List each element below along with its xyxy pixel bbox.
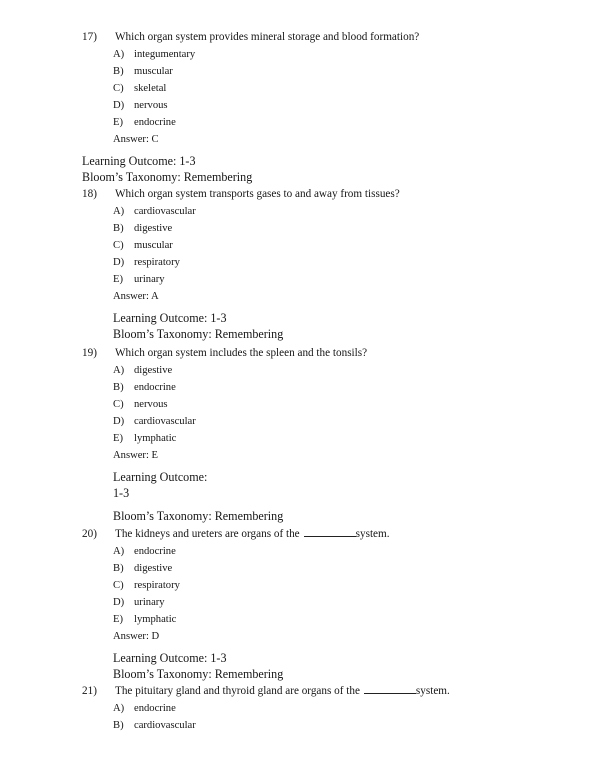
blooms-taxonomy-line: Bloom’s Taxonomy: Remembering [113, 667, 284, 681]
option-letter: A) [113, 546, 125, 557]
option-letter: E) [113, 433, 123, 444]
page-content [0, 28, 615, 734]
blooms-taxonomy-line: Bloom’s Taxonomy: Remembering [113, 327, 284, 341]
learning-outcome-line: Learning Outcome: 1-3 [113, 651, 227, 665]
blooms-taxonomy-line: Bloom’s Taxonomy: Remembering [82, 170, 253, 184]
option-row[interactable] [0, 560, 615, 577]
option-row[interactable] [0, 700, 615, 717]
answer-line: Answer: C [113, 134, 159, 145]
answer-line: Answer: E [113, 450, 159, 461]
option-text: lymphatic [134, 433, 177, 444]
question-block [0, 28, 615, 185]
question-text [115, 525, 615, 543]
option-letter: A) [113, 703, 125, 714]
option-letter: D) [113, 597, 125, 608]
question-stem-line [0, 28, 615, 46]
option-text: nervous [134, 399, 168, 410]
option-letter: A) [113, 49, 125, 60]
question-number: 20) [82, 528, 97, 540]
option-row[interactable] [0, 396, 615, 413]
option-row[interactable] [0, 114, 615, 131]
option-letter: B) [113, 563, 124, 574]
question-text: Which organ system provides mineral storage and blood formation? [115, 31, 420, 43]
option-row[interactable] [0, 379, 615, 396]
option-text: respiratory [134, 580, 180, 591]
question-block [0, 185, 615, 342]
option-row[interactable] [0, 543, 615, 560]
blooms-taxonomy-line: Bloom’s Taxonomy: Remembering [113, 509, 284, 523]
option-row[interactable] [0, 717, 615, 734]
option-row[interactable] [0, 80, 615, 97]
option-row[interactable] [0, 362, 615, 379]
option-text: endocrine [134, 703, 176, 714]
option-letter: C) [113, 580, 124, 591]
learning-outcome-value: 1-3 [113, 486, 130, 500]
question-stem-line [0, 185, 615, 203]
question-number: 19) [82, 347, 97, 359]
option-letter: D) [113, 257, 125, 268]
option-row[interactable] [0, 254, 615, 271]
option-row[interactable] [0, 430, 615, 447]
question-stem-line [0, 344, 615, 362]
question-text: Which organ system transports gases to and away from tissues? [115, 188, 400, 200]
option-letter: A) [113, 365, 125, 376]
stem-before-blank: The kidneys and ureters are organs of the [115, 528, 300, 540]
option-letter: B) [113, 382, 124, 393]
question-number: 21) [82, 685, 97, 697]
option-letter: E) [113, 117, 123, 128]
option-text: lymphatic [134, 614, 177, 625]
option-text: cardiovascular [134, 720, 196, 731]
option-text: cardiovascular [134, 416, 196, 427]
fill-in-blank [304, 527, 356, 537]
option-row[interactable] [0, 271, 615, 288]
question-block [0, 682, 615, 734]
option-letter: E) [113, 274, 123, 285]
learning-outcome-line: Learning Outcome: 1-3 [82, 154, 196, 168]
option-letter: B) [113, 66, 124, 77]
option-row[interactable] [0, 97, 615, 114]
stem-after-blank: system. [355, 528, 390, 540]
option-letter: E) [113, 614, 123, 625]
option-letter: C) [113, 399, 124, 410]
question-stem-line [0, 525, 615, 543]
question-text: Which organ system includes the spleen and the tonsils? [115, 347, 368, 359]
option-row[interactable] [0, 611, 615, 628]
stem-after-blank: system. [415, 685, 450, 697]
answer-line: Answer: D [113, 631, 160, 642]
option-row[interactable] [0, 594, 615, 611]
option-text: muscular [134, 66, 173, 77]
option-text: urinary [134, 274, 165, 285]
question-stem-line [0, 682, 615, 700]
option-text: digestive [134, 365, 173, 376]
option-text: digestive [134, 223, 173, 234]
option-row[interactable] [0, 203, 615, 220]
question-number: 17) [82, 31, 97, 43]
question-number: 18) [82, 188, 97, 200]
question-text [115, 682, 615, 700]
option-text: digestive [134, 563, 173, 574]
option-letter: B) [113, 223, 124, 234]
option-text: endocrine [134, 382, 176, 393]
learning-outcome-line: Learning Outcome: [113, 470, 208, 484]
option-row[interactable] [0, 63, 615, 80]
option-text: urinary [134, 597, 165, 608]
option-text: endocrine [134, 546, 176, 557]
option-letter: B) [113, 720, 124, 731]
option-letter: A) [113, 206, 125, 217]
option-text: respiratory [134, 257, 180, 268]
option-text: integumentary [134, 49, 196, 60]
stem-before-blank: The pituitary gland and thyroid gland are organs of the [115, 685, 360, 697]
option-row[interactable] [0, 413, 615, 430]
option-row[interactable] [0, 220, 615, 237]
option-text: skeletal [134, 83, 167, 94]
option-text: muscular [134, 240, 173, 251]
question-block [0, 344, 615, 524]
option-text: endocrine [134, 117, 176, 128]
option-letter: C) [113, 83, 124, 94]
option-letter: C) [113, 240, 124, 251]
option-letter: D) [113, 100, 125, 111]
fill-in-blank [364, 684, 416, 694]
option-row[interactable] [0, 46, 615, 63]
option-letter: D) [113, 416, 125, 427]
option-row[interactable] [0, 577, 615, 594]
option-text: cardiovascular [134, 206, 196, 217]
option-row[interactable] [0, 237, 615, 254]
learning-outcome-line: Learning Outcome: 1-3 [113, 311, 227, 325]
option-text: nervous [134, 100, 168, 111]
question-block [0, 525, 615, 682]
answer-line: Answer: A [113, 291, 159, 302]
